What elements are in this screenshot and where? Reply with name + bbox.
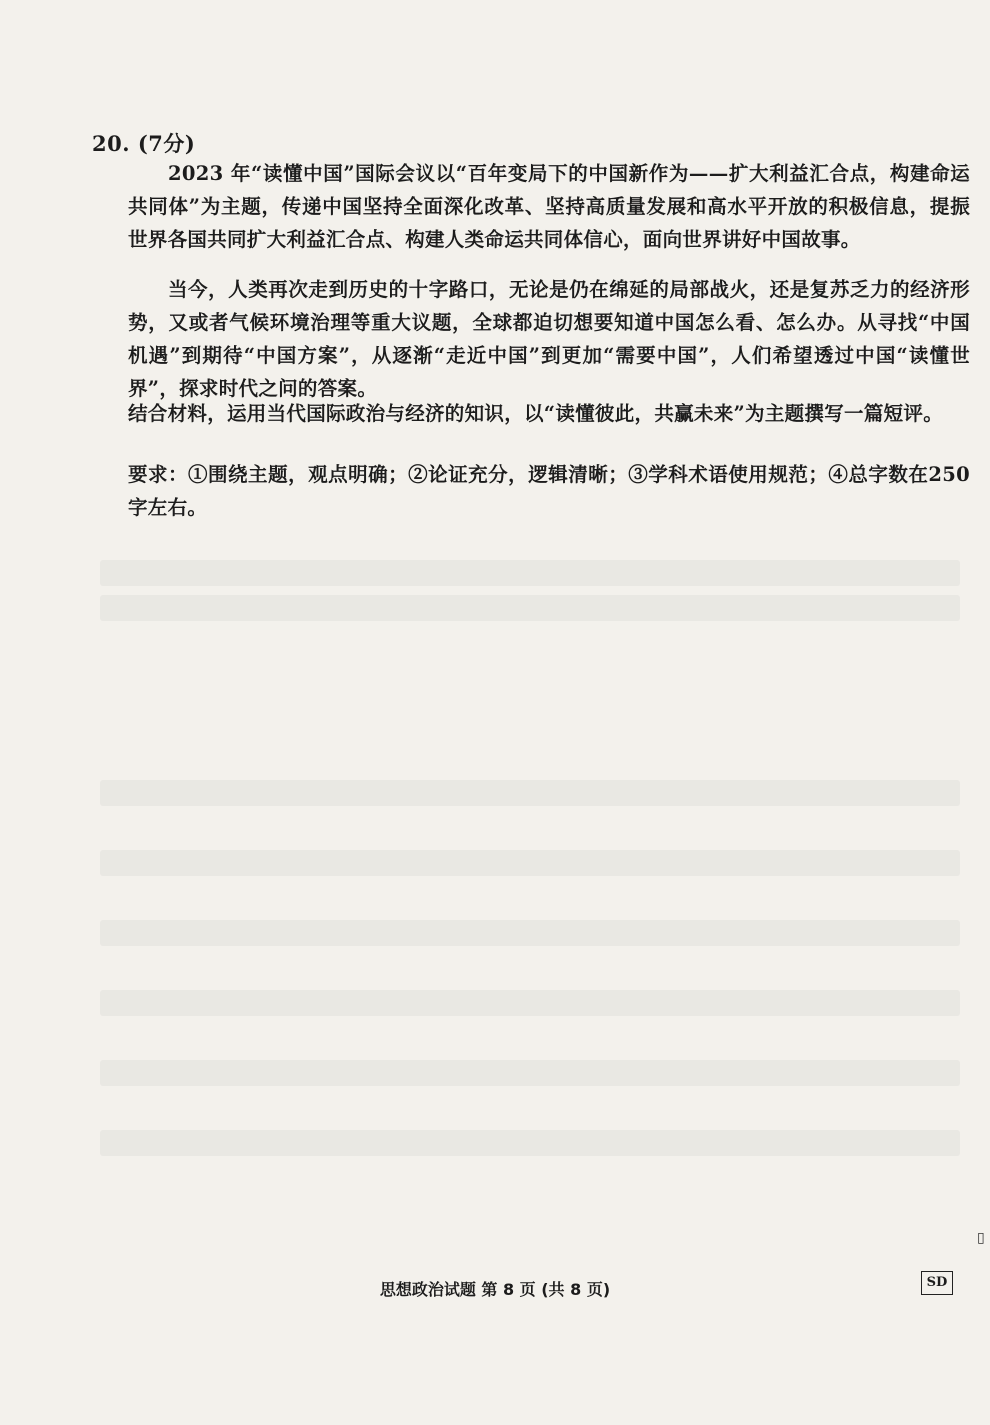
bleed-through-band xyxy=(100,1060,960,1086)
task-instruction: 结合材料，运用当代国际政治与经济的知识，以“读懂彼此，共赢未来”为主题撰写一篇短评。 xyxy=(128,402,944,425)
material-paragraph-1: 2023 年“读懂中国”国际会议以“百年变局下的中国新作为——扩大利益汇合点，构建命运共同体”为主题，传递中国坚持全面深化改革、坚持高质量发展和高水平开放的积极信息，提振世界各国共同扩大利益汇合点、构建人类命运共同体信心，面向世界讲好中国故事。 xyxy=(128,162,970,251)
edge-mark: ▯ xyxy=(977,1230,985,1246)
bleed-through-band xyxy=(100,560,960,586)
bleed-through-band xyxy=(100,595,960,621)
bleed-through-band xyxy=(100,850,960,876)
bleed-through-band xyxy=(100,920,960,946)
material-paragraph-2: 当今，人类再次走到历史的十字路口，无论是仍在绵延的局部战火，还是复苏乏力的经济形势，又或者气候环境治理等重大议题，全球都迫切想要知道中国怎么看、怎么办。从寻找“中国机遇”到期待“中国方案”，从逐渐“走近中国”到更加“需要中国”，人们希望透过中国“读懂世界”，探求时代之问的答案。 xyxy=(128,278,970,400)
page-footer: 思想政治试题 第 8 页 (共 8 页) xyxy=(379,1280,611,1299)
question-number: 20. (7分) xyxy=(92,131,196,156)
bleed-through-band xyxy=(100,780,960,806)
sd-badge: SD xyxy=(921,1271,953,1295)
bleed-through-band xyxy=(100,990,960,1016)
bleed-through-band xyxy=(100,1130,960,1156)
answer-requirements: 要求：①围绕主题，观点明确；②论证充分，逻辑清晰；③学科术语使用规范；④总字数在250 字左右。 xyxy=(128,463,970,519)
